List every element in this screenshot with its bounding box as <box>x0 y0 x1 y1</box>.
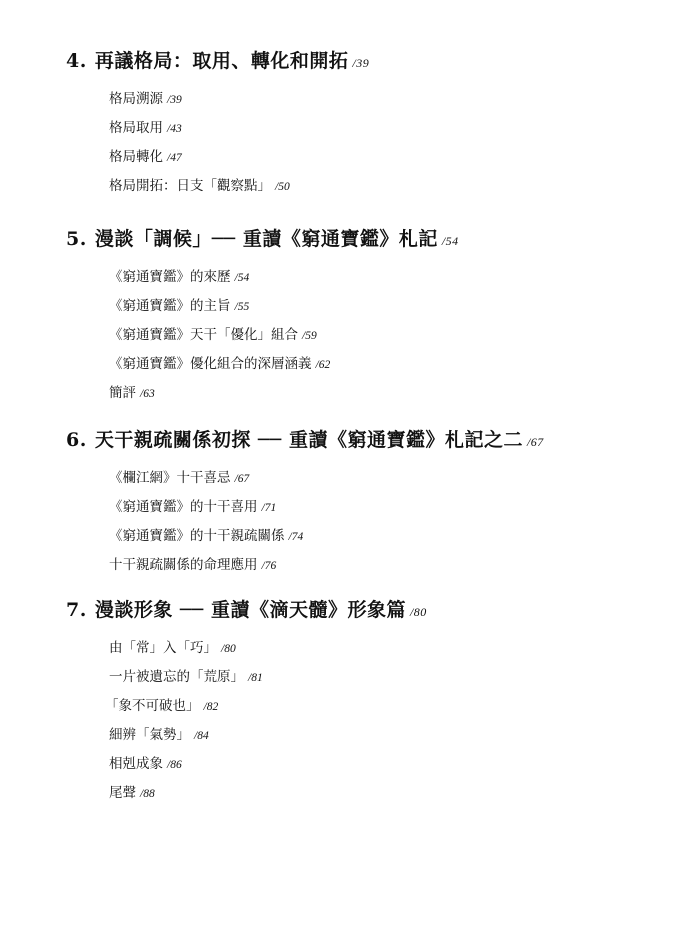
section-title: 由「常」入「巧」 <box>109 640 217 656</box>
section-title: 《欄江網》十干喜忌 <box>109 470 231 486</box>
chapter-title: 再議格局：取用、轉化和開拓 <box>94 50 349 72</box>
section-title: 格局開拓：日支「觀察點」 <box>109 178 271 194</box>
section-page: /71 <box>261 502 277 514</box>
chapter-title: 漫談「調候」── 重讀《窮通寶鑑》札記 <box>94 228 438 250</box>
chapter-heading <box>66 49 656 75</box>
chapter-number: 6. <box>66 429 87 451</box>
section-title: 相剋成象 <box>109 756 163 772</box>
section-title: 《窮通寶鑑》的主旨 <box>109 298 231 314</box>
chapter-number: 4. <box>66 50 87 72</box>
section-page: /59 <box>302 330 317 342</box>
chapter-page: /54 <box>441 234 459 248</box>
section-page: /82 <box>203 701 219 713</box>
chapter-7 <box>66 598 656 808</box>
section-page: /74 <box>288 531 304 543</box>
section-page: /55 <box>234 301 250 313</box>
section-title: 十干親疏關係的命理應用 <box>109 557 258 573</box>
section-title: 一片被遺忘的「荒原」 <box>109 669 244 685</box>
section-page: /43 <box>167 123 182 135</box>
section-page: /76 <box>261 560 277 572</box>
section-page: /54 <box>234 272 250 284</box>
section-title: 《窮通寶鑑》優化組合的深層涵義 <box>109 356 312 372</box>
list-item <box>109 172 656 201</box>
section-title: 《窮通寶鑑》天干「優化」組合 <box>109 327 298 343</box>
section-page: /47 <box>167 152 182 164</box>
list-item <box>109 663 656 692</box>
section-page: /80 <box>221 643 236 655</box>
list-item <box>105 692 656 721</box>
section-page: /86 <box>167 759 182 771</box>
list-item <box>109 85 656 114</box>
list-item <box>109 321 656 350</box>
section-page: /67 <box>234 473 250 485</box>
list-item <box>109 750 656 779</box>
chapter-number: 5. <box>66 228 87 250</box>
chapter-title: 天干親疏關係初探 ── 重讀《窮通寶鑑》札記之二 <box>94 429 523 451</box>
section-page: /84 <box>194 730 209 742</box>
section-title: 尾聲 <box>109 785 136 801</box>
section-list <box>109 263 656 408</box>
list-item <box>109 493 656 522</box>
section-title: 《窮通寶鑑》的來歷 <box>109 269 231 285</box>
list-item <box>109 522 656 551</box>
section-title: 格局溯源 <box>109 91 163 107</box>
list-item <box>109 143 656 172</box>
chapter-title: 漫談形象 ── 重讀《滴天髓》形象篇 <box>94 599 406 621</box>
chapter-number: 7. <box>66 599 87 621</box>
list-item <box>109 551 656 580</box>
list-item <box>109 263 656 292</box>
section-page: /88 <box>140 788 155 800</box>
chapter-5 <box>66 227 656 408</box>
section-page: /63 <box>140 388 155 400</box>
section-title: 簡評 <box>109 385 136 401</box>
chapter-heading <box>66 428 656 454</box>
chapter-page: /39 <box>352 56 370 70</box>
list-item <box>109 350 656 379</box>
chapter-page: /80 <box>409 605 427 619</box>
list-item <box>109 464 656 493</box>
section-title: 細辨「氣勢」 <box>109 727 190 743</box>
section-title: 格局取用 <box>109 120 163 136</box>
list-item <box>109 779 656 808</box>
section-list <box>105 634 656 808</box>
chapter-6 <box>66 428 656 580</box>
section-title: 格局轉化 <box>109 149 163 165</box>
section-list <box>109 85 656 201</box>
section-page: /39 <box>167 94 182 106</box>
chapter-4 <box>66 49 656 201</box>
chapter-heading <box>66 227 656 253</box>
section-title: 《窮通寶鑑》的十干喜用 <box>109 499 258 515</box>
list-item <box>109 292 656 321</box>
section-page: /81 <box>248 672 263 684</box>
section-title: 「象不可破也」 <box>105 698 200 714</box>
chapter-page: /67 <box>526 435 544 449</box>
list-item <box>109 114 656 143</box>
list-item <box>109 634 656 663</box>
section-list <box>109 464 656 580</box>
section-title: 《窮通寶鑑》的十干親疏關係 <box>109 528 285 544</box>
list-item <box>109 721 656 750</box>
chapter-heading <box>66 598 656 624</box>
section-page: /62 <box>315 359 331 371</box>
list-item <box>109 379 656 408</box>
section-page: /50 <box>275 181 290 193</box>
